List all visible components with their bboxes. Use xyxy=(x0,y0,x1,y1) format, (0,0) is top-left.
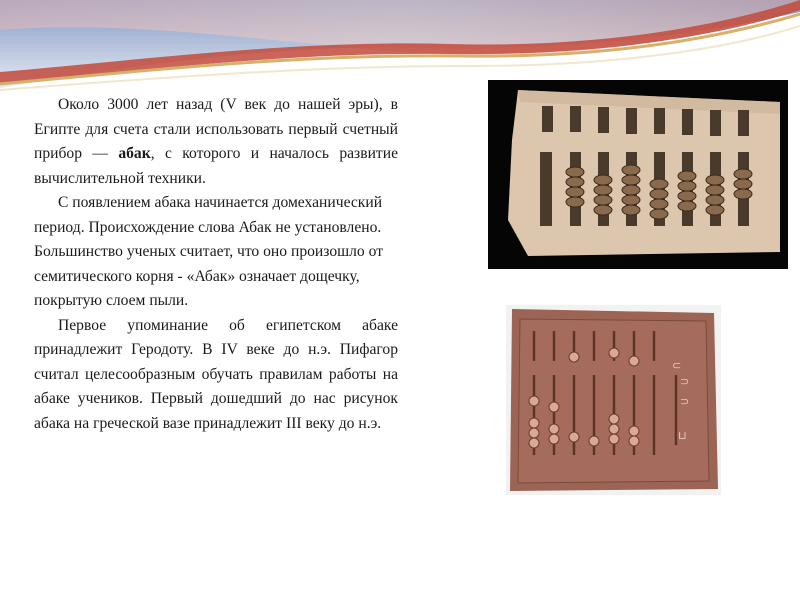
svg-text:⊂: ⊂ xyxy=(672,360,682,372)
svg-text:⊃: ⊃ xyxy=(680,376,690,388)
main-text xyxy=(34,93,398,436)
paragraph-1-end: , с которого и началось развитие вычислительной техники. xyxy=(34,145,399,187)
paragraph-1-start: Около 3000 лет назад (V век до нашей эры), в Египте для счета стали использовать первый счетный прибор — xyxy=(34,96,398,162)
stone-abacus-photo xyxy=(488,80,788,269)
paragraph-3: Первое упоминание об египетском абаке принадлежит Геродоту. В IV веке до н.э. Пифагор считал целесообразным обучать правилам работы на абаке учеников. Первый дошедший до нас рисунок абака на греческой вазе принадлежит III веку до н.э. xyxy=(34,316,398,432)
svg-text:⊔: ⊔ xyxy=(678,430,687,442)
paragraph-1-term: абак xyxy=(118,145,151,162)
paragraph-1 xyxy=(34,93,398,191)
bronze-abacus-photo xyxy=(506,305,721,495)
paragraph-2: С появлением абака начинается домеханический период. Происхождение слова Абак не установлено. Большинство ученых считает, что оно произошло от семитического корня - «Абак» означает дощечку, покрытую слоем пыли. xyxy=(34,194,384,309)
svg-text:⊃: ⊃ xyxy=(680,396,690,408)
